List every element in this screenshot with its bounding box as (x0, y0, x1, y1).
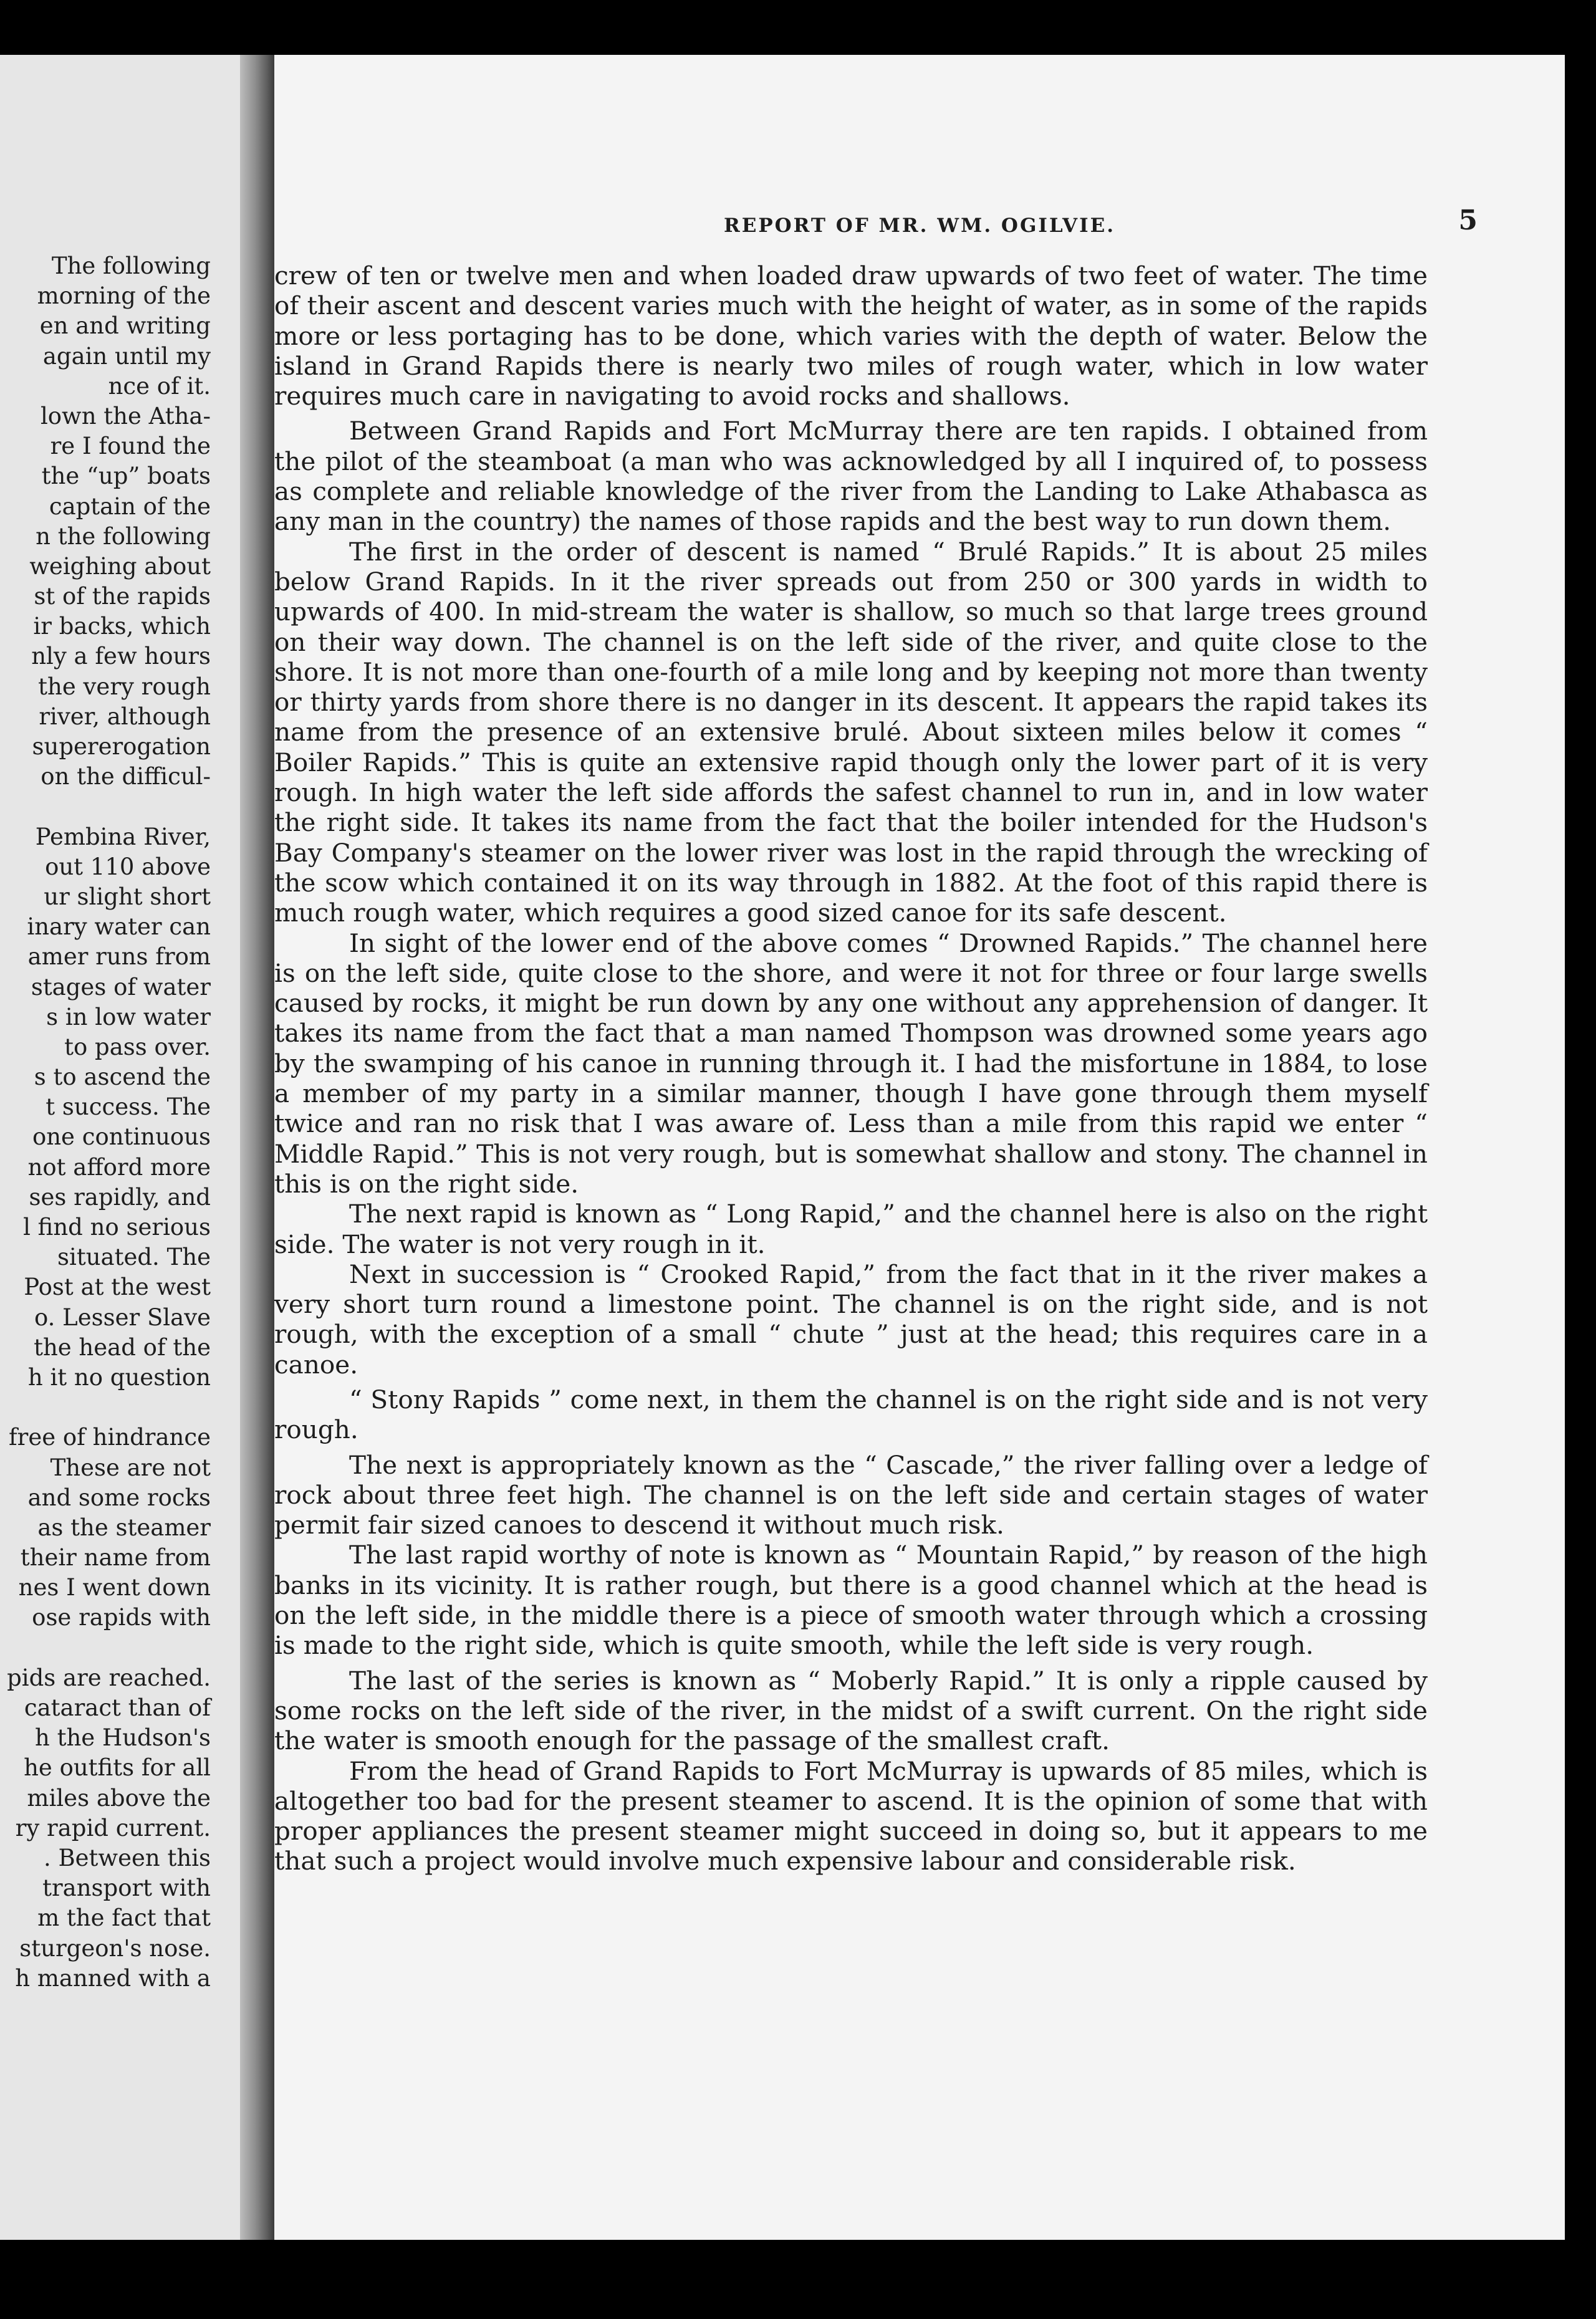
facing-page-line: t success. The (46, 1093, 211, 1121)
facing-page-line: re I found the (50, 433, 211, 460)
paragraph: Next in succession is “ Crooked Rapid,” from the fact that in it the river makes a very short turn round a limestone point. The channel is on the right side, and is not rough, with the exception of a small “ chute ” just at the head; this requires care in a canoe. (274, 1259, 1428, 1380)
paragraph: The first in the order of descent is named “ Brulé Rapids.” It is about 25 miles below Grand Rapids. In it the river spreads out from 250 or 300 yards in width to upwards of 400. In mid-stream the water is shallow, so much so that large trees ground on their way down. The channel is on the left side of the river, and quite close to the shore. It is not more than one-fourth of a mile long and by keeping not more than twenty or thirty yards from shore there is no danger in its descent. It appears the rapid takes its name from the presence of an extensive brulé. About sixteen miles below it comes “ Boiler Rapids.” This is quite an extensive rapid though only the lower part of it is very rough. In high water the left side affords the safest channel to run in, and in low water the right side. It takes its name from the fact that the boiler intended for the Hudson's Bay Company's steamer on the lower river was lost in the rapid through the wrecking of the scow which contained it on its way through in 1882. At the foot of this rapid there is much rough water, which requires a good sized canoe for its safe descent. (274, 536, 1428, 928)
facing-page-line: ur slight short (44, 883, 211, 910)
facing-page-line: st of the rapids (34, 583, 211, 610)
facing-page-line: h it no question (27, 1363, 211, 1391)
facing-page-line: again until my (42, 342, 211, 370)
facing-page-line: nly a few hours (31, 643, 211, 670)
facing-page-line: the very rough (38, 673, 211, 700)
page-number: 5 (1458, 204, 1478, 236)
facing-page-line: ry rapid current. (15, 1814, 211, 1841)
facing-page-line: inary water can (27, 913, 211, 941)
facing-page-line: cataract than of (24, 1694, 211, 1721)
paragraph: From the head of Grand Rapids to Fort McMurray is upwards of 85 miles, which is altogether too bad for the present steamer to ascend. It is the opinion of some that with proper appliances the present steamer might succeed in doing so, but it appears to me that such a project would involve much expensive labour and considerable risk. (274, 1755, 1428, 1876)
facing-page-line: l find no serious (23, 1214, 211, 1241)
book-gutter (240, 55, 274, 2240)
paragraph: The next rapid is known as “ Long Rapid,” and the channel here is also on the right side. The water is not very rough in it. (274, 1199, 1428, 1259)
facing-page-line: sturgeon's nose. (19, 1934, 211, 1962)
facing-page-line: the head of the (34, 1333, 211, 1361)
block-gap (0, 792, 211, 822)
facing-page-line: one continuous (32, 1123, 211, 1151)
facing-page-line: lown the Atha- (40, 402, 211, 430)
paragraph: In sight of the lower end of the above comes “ Drowned Rapids.” The channel here is on the left side, quite close to the shore, and were it not for three or four large swells caused by rocks, it might be run down by any one without any apprehension of danger. It takes its name from the fact that a man named Thompson was drowned some years ago by the swamping of his canoe in running through it. I had the misfortune in 1884, to lose a member of my party in a similar manner, though I have gone through them myself twice and ran no risk that I was aware of. Less than a mile from this rapid we enter “ Middle Rapid.” This is not very rough, but is somewhat shallow and stony. The channel in this is on the right side. (274, 928, 1428, 1199)
facing-page-line: out 110 above (45, 853, 211, 880)
facing-page-line: The following (51, 252, 211, 279)
paragraph: The last rapid worthy of note is known as “ Mountain Rapid,” by reason of the high banks in its vicinity. It is rather rough, but there is a good channel which at the head is on the left side, in the middle there is a piece of smooth water through which a crossing is made to the right side, which is quite smooth, while the left side is very rough. (274, 1540, 1428, 1661)
facing-page-line: to pass over. (64, 1033, 211, 1060)
facing-page-line: supererogation (32, 733, 211, 760)
facing-page-fragment (0, 55, 240, 2240)
facing-page-line: m the fact that (37, 1904, 211, 1932)
facing-page-line: Pembina River, (35, 823, 211, 850)
facing-page-line: s in low water (46, 1003, 211, 1030)
facing-page-line: Post at the west (24, 1274, 211, 1301)
facing-page-line: river, although (39, 703, 211, 730)
report-page (274, 55, 1565, 2240)
facing-page-line: not afford more (27, 1153, 211, 1181)
facing-page-text (0, 251, 211, 1994)
facing-page-line: ir backs, which (33, 613, 211, 640)
facing-page-line: and some rocks (27, 1484, 211, 1511)
facing-page-line: h the Hudson's (35, 1724, 211, 1752)
facing-page-line: he outfits for all (24, 1754, 211, 1782)
paragraph: The next is appropriately known as the “ Cascade,” the river falling over a ledge of rock about three feet high. The channel is on the left side and certain stages of water permit fair sized canoes to descend it without much risk. (274, 1449, 1428, 1540)
facing-page-line: . Between this (43, 1844, 211, 1871)
facing-page-line: on the difficul- (41, 763, 211, 790)
paragraph: crew of ten or twelve men and when loaded draw upwards of two feet of water. The time of their ascent and descent varies much with the height of water, as in some of the rapids more or less portaging has to be done, which varies with the depth of water. Below the island in Grand Rapids there is nearly two miles of rough water, which in low water requires much care in navigating to avoid rocks and shallows. (274, 261, 1428, 411)
facing-page-line: n the following (36, 522, 211, 550)
facing-page-line: weighing about (29, 552, 211, 580)
facing-page-line: free of hindrance (8, 1424, 211, 1451)
block-gap (0, 1633, 211, 1663)
facing-page-line: o. Lesser Slave (34, 1304, 211, 1331)
paragraph: The last of the series is known as “ Moberly Rapid.” It is only a ripple caused by some rocks on the left side of the river, in the midst of a swift current. On the right side the water is smooth enough for the passage of the smallest craft. (274, 1665, 1428, 1756)
page-body (274, 261, 1428, 1876)
facing-page-line: pids are reached. (7, 1664, 211, 1691)
facing-page-line: morning of the (37, 282, 211, 310)
facing-page-line: amer runs from (27, 943, 211, 971)
facing-page-line: stages of water (31, 973, 211, 1001)
facing-page-line: the “up” boats (41, 463, 211, 490)
facing-page-line: h manned with a (15, 1964, 211, 1992)
paragraph: Between Grand Rapids and Fort McMurray there are ten rapids. I obtained from the pilot of the steamboat (a man who was acknowledged by all I inquired of, to possess as complete and reliable knowledge of the river from the Landing to Lake Athabasca as any man in the country) the names of those rapids and the best way to run down them. (274, 416, 1428, 537)
paragraph: “ Stony Rapids ” come next, in them the channel is on the right side and is not very rough. (274, 1384, 1428, 1445)
facing-page-line: nce of it. (108, 372, 211, 400)
facing-page-line: captain of the (49, 492, 211, 520)
facing-page-line: en and writing (39, 312, 211, 340)
block-gap (0, 1393, 211, 1423)
facing-page-line: ose rapids with (32, 1604, 211, 1631)
facing-page-line: ses rapidly, and (29, 1183, 211, 1211)
facing-page-line: nes I went down (18, 1574, 211, 1601)
facing-page-line: s to ascend the (34, 1063, 211, 1091)
facing-page-line: situated. The (57, 1244, 211, 1271)
facing-page-line: as the steamer (37, 1514, 211, 1541)
facing-page-line: These are not (50, 1454, 211, 1481)
facing-page-line: miles above the (27, 1784, 211, 1812)
running-header: REPORT OF MR. WM. OGILVIE. (723, 214, 1116, 237)
facing-page-line: transport with (42, 1875, 211, 1902)
facing-page-line: their name from (20, 1544, 211, 1572)
